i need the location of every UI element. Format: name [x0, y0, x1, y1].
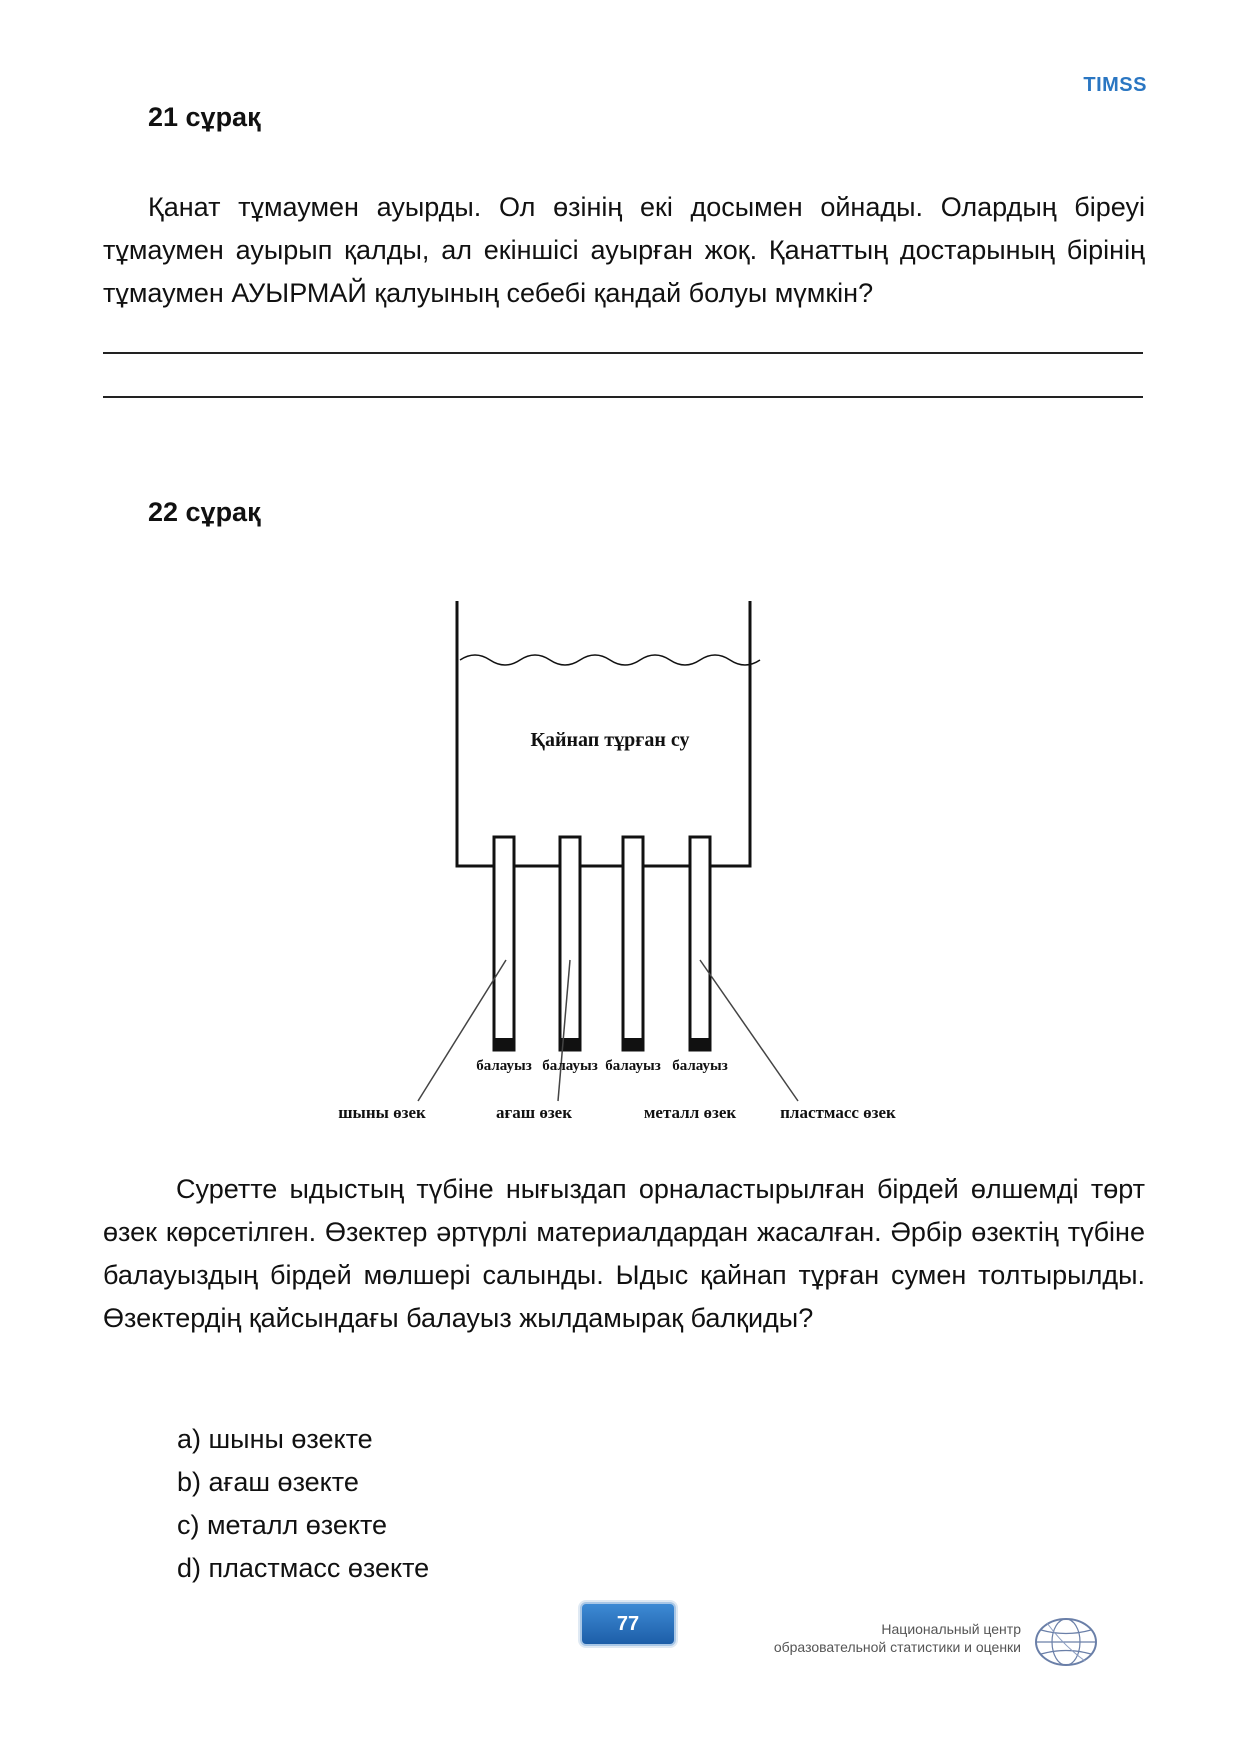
org-line-1: Национальный центр	[881, 1621, 1021, 1637]
option-b[interactable]: b) ағаш өзекте	[177, 1467, 359, 1497]
wax-label-1: балауыз	[476, 1058, 532, 1074]
question-21-text: Қанат тұмаумен ауырды. Ол өзінің екі досымен ойнады. Олардың біреуі тұмаумен ауырып қалды, ал екіншісі ауырған жоқ. Қанаттың достарының бірінің тұмаумен АУЫРМАЙ қалуының себебі қандай болуы мүмкін?	[103, 192, 1145, 308]
rod-label-plastic: пластмасс өзек	[780, 1103, 896, 1122]
water-label: Қайнап тұрған су	[530, 729, 690, 751]
wax-label-3: балауыз	[605, 1058, 661, 1074]
rod-label-glass: шыны өзек	[338, 1103, 426, 1122]
wax-3	[623, 1038, 643, 1050]
rod-wood	[560, 837, 580, 1050]
boiling-water-diagram	[320, 596, 920, 1126]
rod-glass	[494, 837, 514, 1050]
org-line-2: образовательной статистики и оценки	[773, 1639, 1021, 1655]
question-22-text: Суретте ыдыстың түбіне нығыздап орналастырылған бірдей өлшемді төрт өзек көрсетілген. Өзектер әртүрлі материалдардан жасалған. Әрбір өзектің түбіне балауыздың бірдей мөлшері салынды. Ыдыс қайнап тұрған сумен толтырылды. Өзектердің қайсындағы балауыз жылдамырақ балқиды?	[103, 1174, 1145, 1333]
wax-1	[494, 1038, 514, 1050]
page-number: 77	[580, 1602, 676, 1646]
option-a[interactable]: a) шыны өзекте	[177, 1424, 373, 1454]
wax-label-2: балауыз	[542, 1058, 598, 1074]
header-mark: TIMSS	[1083, 74, 1147, 96]
rod-metal	[623, 837, 643, 1050]
answer-options	[177, 1418, 429, 1590]
organization-name	[774, 1620, 1021, 1656]
question-21-title: 21 сұрақ	[148, 102, 261, 132]
rod-label-wood: ағаш өзек	[496, 1103, 572, 1122]
option-c[interactable]: c) металл өзекте	[177, 1510, 388, 1540]
wax-4	[690, 1038, 710, 1050]
answer-line-1[interactable]	[103, 352, 1143, 354]
wax-label-4: балауыз	[672, 1058, 728, 1074]
globe-logo-icon	[1033, 1615, 1099, 1669]
answer-line-2[interactable]	[103, 396, 1143, 398]
rod-plastic	[690, 837, 710, 1050]
water-surface	[460, 655, 760, 665]
rod-label-metal: металл өзек	[643, 1103, 737, 1122]
option-d[interactable]: d) пластмасс өзекте	[177, 1553, 430, 1583]
question-22-title: 22 сұрақ	[148, 497, 261, 527]
pointer-plastic	[700, 960, 798, 1101]
